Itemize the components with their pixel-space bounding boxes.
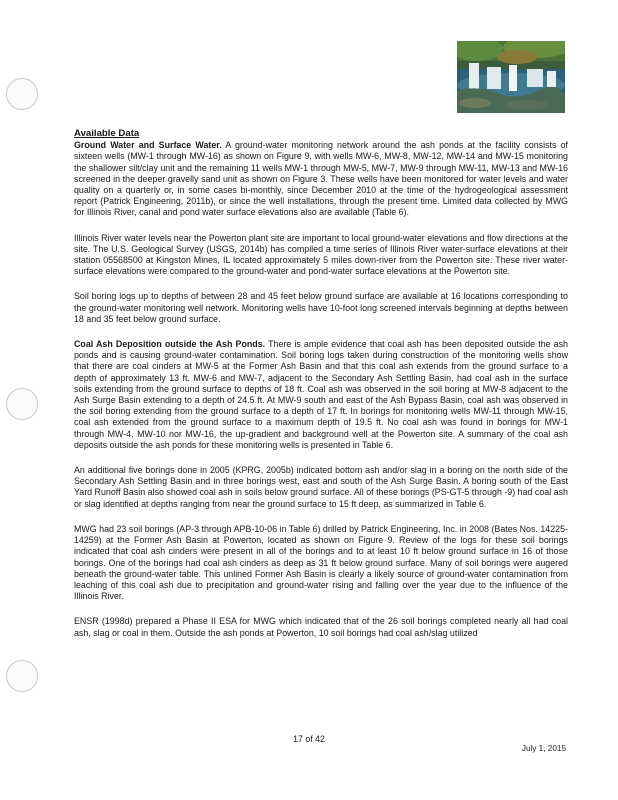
- section-title: Available Data: [74, 128, 140, 139]
- paragraph-soil-boring-logs: [74, 291, 568, 325]
- binder-hole: [6, 388, 38, 420]
- paragraph-text: An additional five borings done in 2005 (KPRG, 2005b) indicated bottom ash and/or slag in a boring on the north side of the Secondary Ash Settling Basin and in three borings west, east and south of the Ash Surge Basin. A boring south of the East Yard Runoff Basin also showed coal ash in soils below ground surface. All of these borings (PS-GT-5 through -9) had coal ash or slag identified at depths ranging from near the ground surface to 15 ft deep, as summarized in Table 6.: [74, 465, 568, 509]
- waterfall-image: [457, 41, 565, 113]
- binder-hole: [6, 78, 38, 110]
- run-in-heading: Ground Water and Surface Water.: [74, 140, 222, 151]
- paragraph-additional-borings: [74, 465, 568, 510]
- paragraph-text: Illinois River water levels near the Powerton plant site are important to local ground-water elevations and flow directions at the site. The U.S. Geological Survey (USGS, 2014b) has compiled a time series of Illinois River water-surface elevations at their station 05568500 at Kingston Mines, IL located approximately 5 miles down-river from the Powerton site. These river water-surface elevations were compared to the ground-water and pond-water surface elevations at the Powerton site.: [74, 232, 568, 277]
- paragraph-ensr: [74, 616, 568, 638]
- paragraph-text: There is ample evidence that coal ash has been deposited outside the ash ponds and is causing ground-water contamination. Soil boring logs taken during construction of the monitoring wells show that there are coal cinders at MW-5 at the Former Ash Basin and that this coal ash extends from the ground surface to a depth of approximately 13 ft. MW-6 and MW-7, adjacent to the Secondary Ash Settling Basin, had coal ash in the surface soils extending from the ground surface to depths of 18 ft. Coal ash was observed in the soil boring at MW-8 adjacent to the Ash Surge Basin extending to a depth of 24.5 ft. At MW-9 south and east of the Ash Bypass Basin, coal ash was observed in the soil boring extending from the ground surface to a depth of 17 ft. In borings for monitoring wells MW-11 through MW-15, coal ash extended from the ground surface to a maximum depth of 19.5 ft. No coal ash was found in borings for MW-1 through MW-4, MW-10 nor MW-16, the up-gradient and background well at the Powerton site. A summary of the coal ash deposits outside the ash ponds for these monitoring wells is presented in Table 6.: [74, 339, 568, 450]
- waterfall-photo: [457, 41, 565, 113]
- paragraph-text: Soil boring logs up to depths of between 28 and 45 feet below ground surface are available at 16 locations corresponding to the ground-water monitoring well network. Monitoring wells have 10-foot long screened intervals beginning at depths between 18 and 35 feet below ground surface.: [74, 291, 568, 324]
- paragraph-coal-ash-deposition: [74, 339, 568, 451]
- page-number: 17 of 42: [293, 734, 325, 744]
- paragraph-ground-water: [74, 140, 568, 218]
- run-in-heading: Coal Ash Deposition outside the Ash Ponds.: [74, 339, 266, 350]
- paragraph-text: A ground-water monitoring network around the ash ponds at the facility consists of sixteen wells (MW-1 through MW-16) as shown on Figure 9, with wells MW-6, MW-8, MW-12, MW-14 and MW-15 monitoring the shallower silt/clay unit and the remaining 11 wells MW-1 through MW-5, MW-7, MW-9 through MW-11, MW-13 and MW-16 screened in the deeper gravelly sand unit as shown on Figure 3. These wells have been monitored for water levels and water quality on a quarterly or, in some cases bi-monthly, since December 2010 at the time of the hydrogeological assessment report (Patrick Engineering, 2011b), or since the well installations, through the present time. Limited data collected by MWG for Illinois River, canal and pond water surface elevations also are available (Table 6).: [74, 140, 568, 218]
- document-date: July 1, 2015: [521, 744, 566, 753]
- paragraph-river-levels: [74, 233, 568, 278]
- paragraph-mwg-soil-borings: [74, 524, 568, 602]
- document-body: [74, 128, 568, 653]
- paragraph-text: MWG had 23 soil borings (AP-3 through APB-10-06 in Table 6) drilled by Patrick Engineering, Inc. in 2008 (Bates Nos. 14225-14259) at the Former Ash Basin at Powerton, located as shown on Figure 9. Review of the logs for these soil borings indicated that coal ash cinders were present in all of the borings and to at least 10 ft below ground surface in 16 of those borings. One of the borings had coal ash cinders as deep as 31 ft below ground surface. Many of soil borings were augered beneath the ground-water table. This unlined Former Ash Basin is clearly a likely source of ground-water contamination from leaching of this coal ash due to precipitation and ground-water rising and falling over the year due to the influence of the Illinois River.: [74, 523, 568, 602]
- binder-hole: [6, 660, 38, 692]
- paragraph-text: ENSR (1998d) prepared a Phase II ESA for MWG which indicated that of the 26 soil borings completed nearly all had coal ash, slag or coal in them. Outside the ash ponds at Powerton, 10 soil borings had coal ash/slag utilized: [74, 616, 568, 638]
